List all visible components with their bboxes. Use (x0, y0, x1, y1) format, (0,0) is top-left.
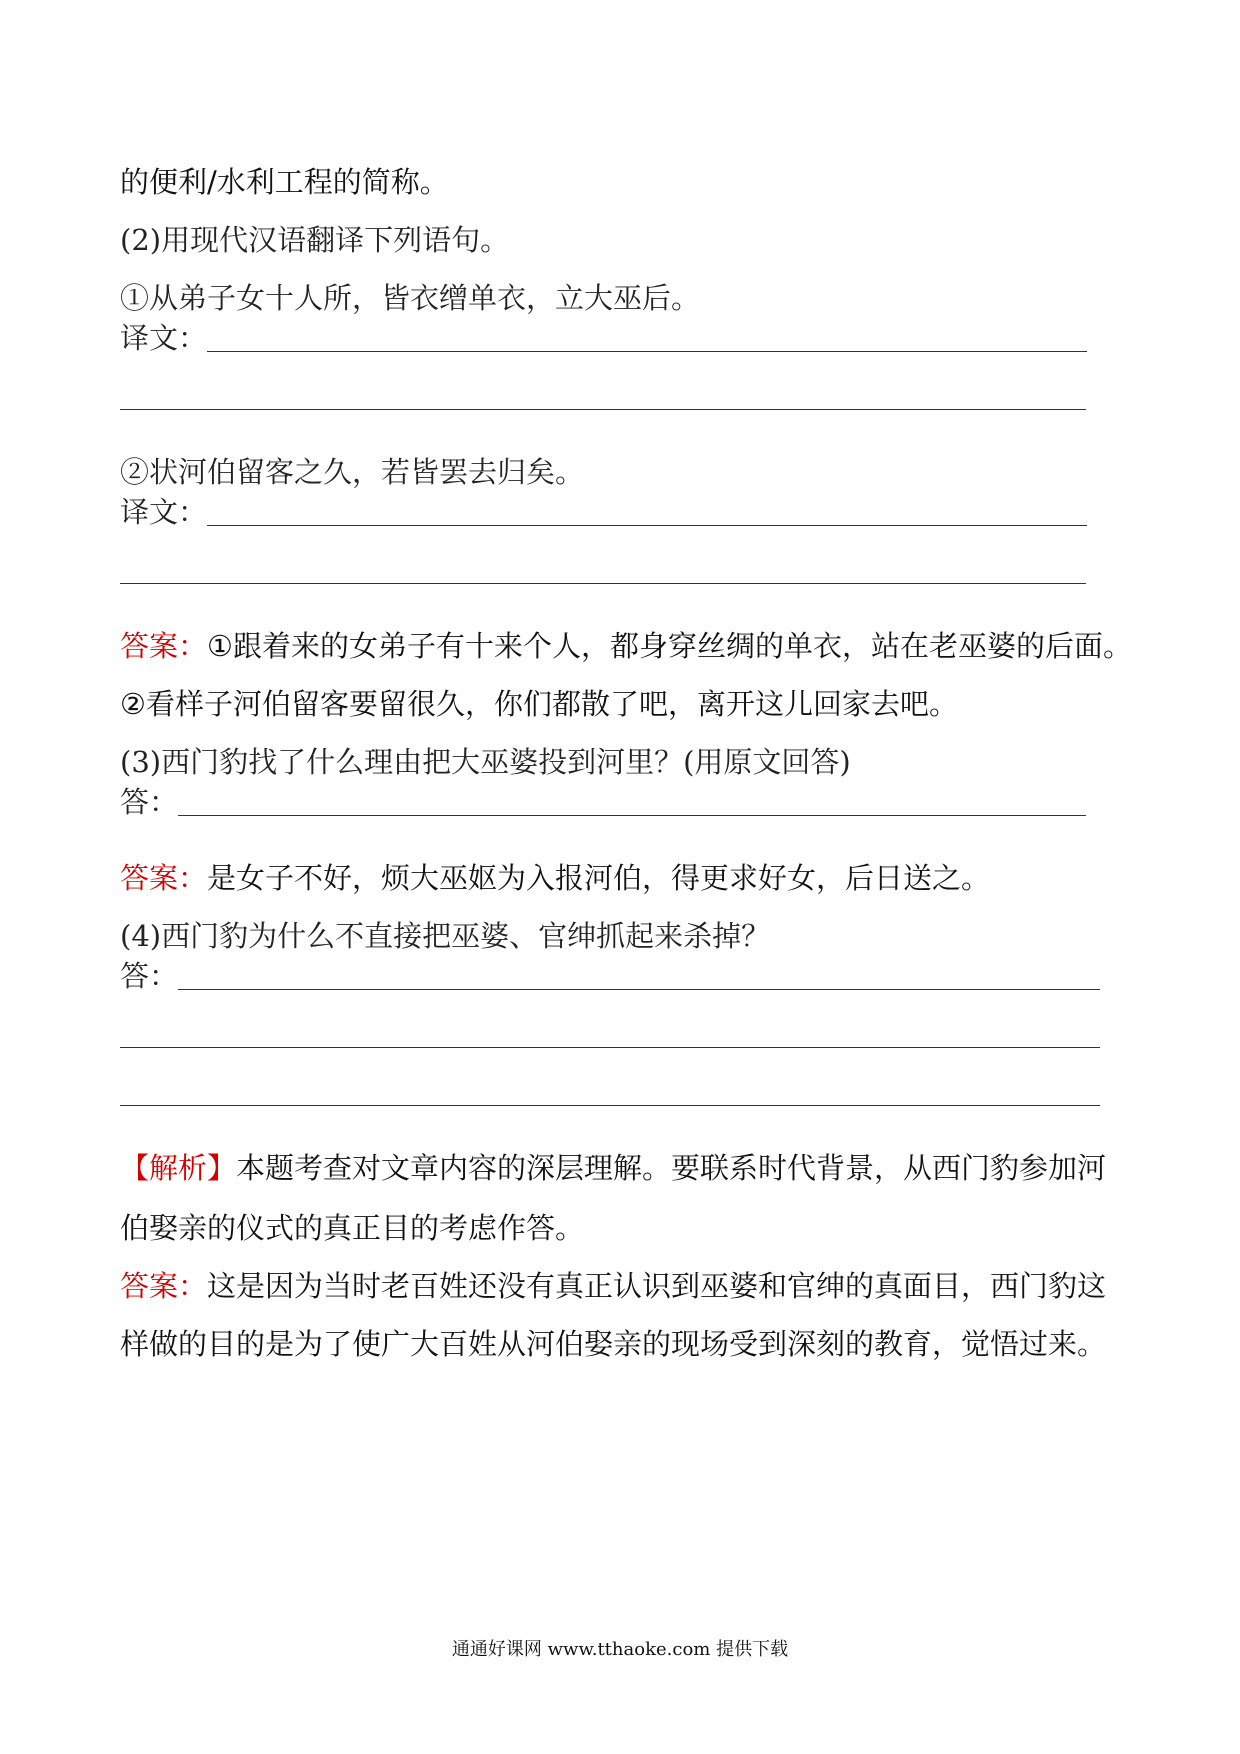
answer-4-line-1 (120, 1266, 1106, 1306)
page-footer: 通通好课网 www.tthaoke.com 提供下载 (451, 1639, 789, 1660)
answer-label: 答案： (120, 861, 208, 895)
answer-2a (120, 626, 1132, 666)
answer-label: 答案： (120, 1269, 208, 1303)
answer-underline[interactable] (178, 989, 1100, 990)
answer-text: ①跟着来的女弟子有十来个人，都身穿丝绸的单衣，站在老巫婆的后面。 (207, 629, 1133, 663)
translation-blank-2[interactable] (120, 492, 1087, 532)
answer-4-line-2: 样做的目的是为了使广大百姓从河伯娶亲的现场受到深刻的教育，觉悟过来。 (120, 1327, 1107, 1361)
analysis-line-2: 伯娶亲的仪式的真正目的考虑作答。 (120, 1211, 585, 1245)
text-line: 的便利/水利工程的简称。 (120, 165, 449, 199)
analysis-text: 本题考查对文章内容的深层理解。要联系时代背景，从西门豹参加河 (236, 1151, 1107, 1185)
answer-blank-4b[interactable] (120, 1014, 1100, 1054)
answer-prefix: 答： (120, 785, 179, 819)
question-3: (3)西门豹找了什么理由把大巫婆投到河里？(用原文回答) (120, 745, 851, 779)
analysis-label: 【解析】 (120, 1151, 237, 1185)
answer-3 (120, 858, 990, 898)
translation-blank-1[interactable] (120, 318, 1087, 358)
translation-label: 译文： (120, 495, 208, 529)
translation-blank-2b[interactable] (120, 550, 1086, 590)
answer-underline[interactable] (207, 525, 1087, 526)
answer-underline[interactable] (120, 1105, 1100, 1106)
question-2-sentence-2: ②状河伯留客之久，若皆罢去归矣。 (120, 455, 585, 489)
answer-underline[interactable] (120, 1047, 1100, 1048)
answer-label: 答案： (120, 629, 208, 663)
answer-underline[interactable] (207, 351, 1087, 352)
analysis-line-1 (120, 1148, 1106, 1188)
question-2-sentence-1: ①从弟子女十人所，皆衣缯单衣，立大巫后。 (120, 281, 701, 315)
answer-2b: ②看样子河伯留客要留很久，你们都散了吧，离开这儿回家去吧。 (120, 687, 958, 721)
question-2: (2)用现代汉语翻译下列语句。 (120, 223, 510, 257)
answer-blank-4[interactable] (120, 956, 1100, 996)
answer-underline[interactable] (120, 583, 1086, 584)
answer-prefix: 答： (120, 959, 179, 993)
question-4: (4)西门豹为什么不直接把巫婆、官绅抓起来杀掉？ (120, 919, 771, 953)
answer-blank-4c[interactable] (120, 1072, 1100, 1112)
translation-label: 译文： (120, 321, 208, 355)
answer-text: 是女子不好，烦大巫妪为入报河伯，得更求好女，后日送之。 (207, 861, 991, 895)
answer-underline[interactable] (178, 815, 1086, 816)
translation-blank-1b[interactable] (120, 376, 1086, 416)
answer-text: 这是因为当时老百姓还没有真正认识到巫婆和官绅的真面目，西门豹这 (207, 1269, 1107, 1303)
answer-underline[interactable] (120, 409, 1086, 410)
answer-blank-3[interactable] (120, 782, 1086, 822)
